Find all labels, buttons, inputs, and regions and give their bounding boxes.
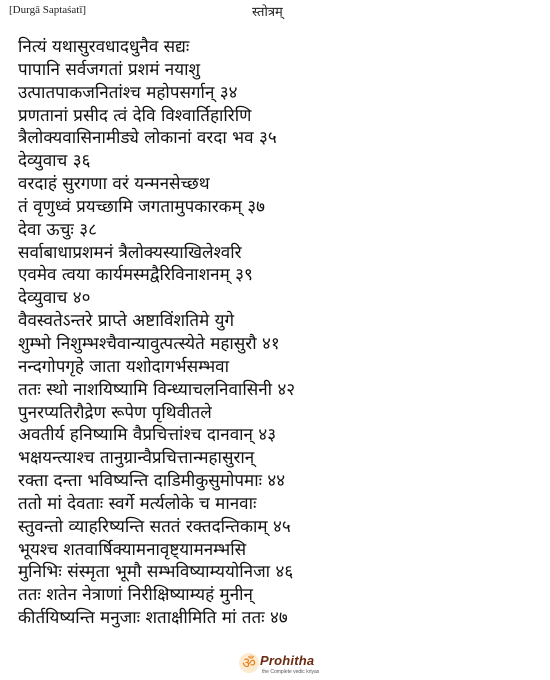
verse-line: वरदाहं सुरगणा वरं यन्मनसेच्छथ bbox=[18, 174, 210, 195]
verse-line: ततो मां देवताः स्वर्गे मर्त्यलोके च मानवाः bbox=[18, 493, 257, 514]
verse-line: मुनिभिः संस्मृता भूमौ सम्भविष्याम्ययोनिजा ४६ bbox=[18, 562, 294, 583]
section-title: स्तोत्रम् bbox=[252, 5, 283, 20]
verse-line: नित्यं यथासुरवधादधुनैव सद्यः bbox=[18, 37, 190, 57]
verse-line: कीर्तयिष्यन्ति मनुजाः शताक्षीमिति मां ततः ४७ bbox=[18, 608, 288, 629]
verse-line: भक्षयन्त्याश्च तानुग्रान्वैप्रचित्तान्महासुरान् bbox=[18, 448, 255, 469]
verse-line: शुम्भो निशुम्भश्चैवान्यावुत्पत्स्येते महासुरौ ४१ bbox=[18, 333, 280, 354]
verse-line: नन्दगोपगृहे जाता यशोदागर्भसम्भवा bbox=[18, 356, 230, 377]
verse-line: सर्वाबाधाप्रशमनं त्रैलोक्यस्याखिलेश्वरि bbox=[18, 242, 242, 263]
verse-line: पापानि सर्वजगतां प्रशमं नयाशु bbox=[18, 59, 201, 80]
verse-line: वैवस्वतेऽन्तरे प्राप्ते अष्टाविंशतिमे युगे bbox=[18, 311, 235, 332]
verse-line: प्रणतानां प्रसीद त्वं देवि विश्वार्तिहारिणि bbox=[18, 105, 252, 126]
verse-line: उत्पातपाकजनितांश्च महोपसर्गान् ३४ bbox=[18, 82, 238, 103]
book-title: [Durgā Saptaśatī] bbox=[9, 4, 87, 16]
verse-line: पुनरप्यतिरौद्रेण रूपेण पृथिवीतले bbox=[18, 402, 212, 423]
verse-block bbox=[18, 36, 538, 630]
logo-tagline: the Complete vedic kriyas bbox=[262, 669, 320, 675]
verse-line: भूयश्च शतवार्षिक्यामनावृष्ट्यामनम्भसि bbox=[18, 539, 247, 560]
verse-line: त्रैलोक्यवासिनामीड्ये लोकानां वरदा भव ३५ bbox=[18, 128, 277, 149]
verse-line: अवतीर्य हनिष्यामि वैप्रचित्तांश्च दानवान् ४३ bbox=[18, 425, 277, 446]
verse-line: रक्ता दन्ता भविष्यन्ति दाडिमीकुसुमोपमाः ४४ bbox=[18, 471, 286, 492]
verse-line: स्तुवन्तो व्याहरिष्यन्ति सततं रक्तदन्तिकाम् ४५ bbox=[18, 516, 291, 537]
verse-line: देवा ऊचुः ३८ bbox=[18, 219, 97, 240]
logo-wordmark: Prohitha bbox=[260, 653, 315, 668]
verse-line: तं वृणुध्वं प्रयच्छामि जगतामुपकारकम् ३७ bbox=[18, 196, 265, 217]
verse-line: देव्युवाच ३६ bbox=[18, 151, 91, 172]
svg-text:ॐ: ॐ bbox=[242, 654, 256, 672]
verse-line: ततः शतेन नेत्राणां निरीक्षिष्याम्यहं मुनीन् bbox=[18, 585, 253, 606]
page-header bbox=[0, 2, 550, 20]
verse-line: एवमेव त्वया कार्यमस्मद्वैरिविनाशनम् ३९ bbox=[18, 265, 253, 286]
verse-line: ततः स्थो नाशयिष्यामि विन्ध्याचलनिवासिनी ४२ bbox=[18, 379, 296, 400]
verse-line: देव्युवाच ४० bbox=[18, 288, 91, 309]
publisher-logo bbox=[238, 652, 358, 678]
om-icon bbox=[238, 652, 260, 674]
